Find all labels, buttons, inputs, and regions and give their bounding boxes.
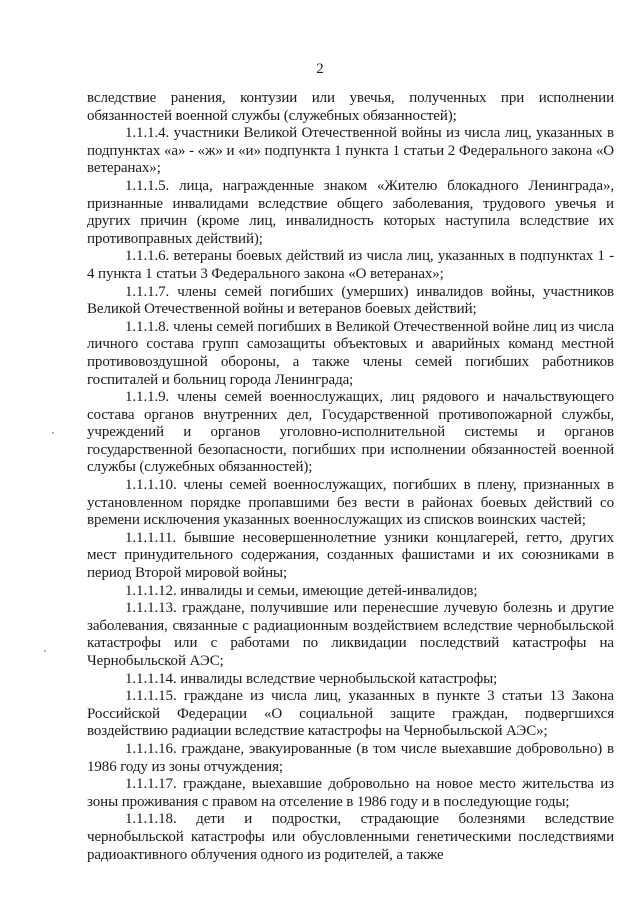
- paragraph: 1.1.1.11. бывшие несовершеннолетние узники концлагерей, гетто, других мест принудительного содержания, созданных фашистами и их союзниками в период Второй мировой войны;: [87, 529, 614, 582]
- paragraph: 1.1.1.8. члены семей погибших в Великой Отечественной войне лиц из числа личного состава групп самозащиты объектовых и аварийных команд местной противовоздушной обороны, а также члены семей погибших работников госпиталей и больниц города Ленинграда;: [87, 318, 614, 388]
- paragraph: 1.1.1.18. дети и подростки, страдающие болезнями вследствие чернобыльской катастрофы или обусловленными генетическими последствиями радиоактивного облучения одного из родителей, а также: [87, 811, 614, 863]
- paragraph: 1.1.1.15. граждане из числа лиц, указанных в пункте 3 статьи 13 Закона Российской Федерации «О социальной защите граждан, подвергшихся воздействию радиации вследствие катастрофы на Чернобыльской АЭС»;: [87, 688, 614, 740]
- document-body: [87, 90, 614, 864]
- paragraph: 1.1.1.14. инвалиды вследствие чернобыльской катастрофы;: [125, 670, 498, 687]
- paragraph: 1.1.1.7. члены семей погибших (умерших) инвалидов войны, участников Великой Отечественной войны и ветеранов боевых действий;: [87, 283, 614, 318]
- paragraph: 1.1.1.12. инвалиды и семьи, имеющие детей-инвалидов;: [125, 582, 478, 599]
- paragraph: 1.1.1.5. лица, награжденные знаком «Жителю блокадного Ленинграда», признанные инвалидами вследствие общего заболевания, трудового увечья и других причин (кроме лиц, инвалидность которых наступила вследствие их противоправных действий);: [87, 177, 614, 247]
- page-number: 2: [316, 61, 324, 77]
- paragraph: 1.1.1.9. члены семей военнослужащих, лиц рядового и начальствующего состава органов внутренних дел, Государственной противопожарной службы, учреждений и органов уголовно-исполнительной системы и органов государственной безопасности, погибших при исполнении обязанностей военной службы (служебных обязанностей);: [87, 389, 614, 476]
- paragraph: 1.1.1.4. участники Великой Отечественной войны из числа лиц, указанных в подпунктах «а» - «ж» и «и» подпункта 1 пункта 1 статьи 2 Федерального закона «О ветеранах»;: [87, 125, 614, 177]
- paragraph: 1.1.1.13. граждане, получившие или перенесшие лучевую болезнь и другие заболевания, связанные с радиационным воздействием вследствие чернобыльской катастрофы или с работами по ликвидации последствий катастрофы на Чернобыльской АЭС;: [87, 600, 614, 669]
- scan-margin-mark: [44, 650, 46, 652]
- scan-margin-mark: [52, 432, 54, 434]
- paragraph: вследствие ранения, контузии или увечья, полученных при исполнении обязанностей военной службы (служебных обязанностей);: [87, 90, 614, 124]
- paragraph: 1.1.1.10. члены семей военнослужащих, погибших в плену, признанных в установленном порядке пропавшими без вести в районах боевых действий со времени исключения указанных военнослужащих из списков воинских частей;: [87, 477, 614, 529]
- paragraph: 1.1.1.17. граждане, выехавшие добровольно на новое место жительства из зоны проживания с правом на отселение в 1986 году и в последующие годы;: [87, 776, 614, 810]
- paragraph: 1.1.1.6. ветераны боевых действий из числа лиц, указанных в подпунктах 1 - 4 пункта 1 статьи 3 Федерального закона «О ветеранах»;: [87, 248, 614, 282]
- paragraph: 1.1.1.16. граждане, эвакуированные (в том числе выехавшие добровольно) в 1986 году из зоны отчуждения;: [87, 740, 614, 775]
